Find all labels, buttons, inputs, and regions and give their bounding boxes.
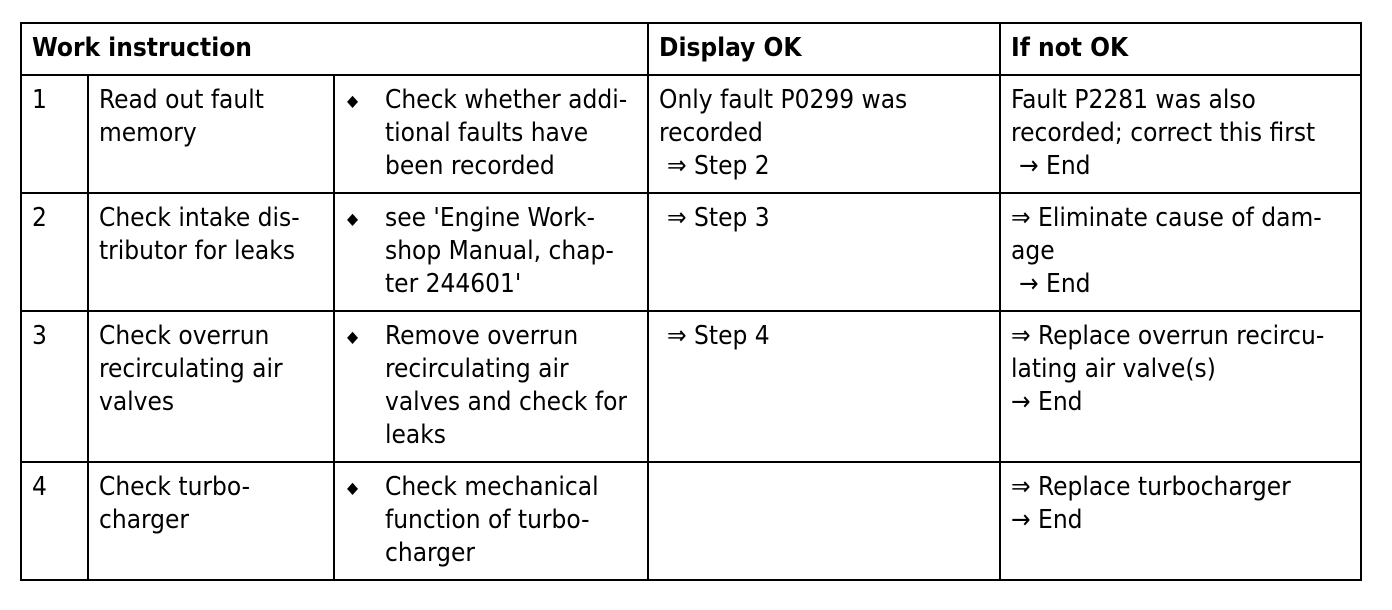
if-not-ok-text: Fault P2281 was also recorded; correct this first: [1011, 85, 1316, 148]
header-work-instruction: Work instruction: [21, 23, 648, 75]
table-row: [21, 75, 1361, 193]
step-detail: [334, 75, 648, 193]
display-ok-text: Only fault P0299 was recorded: [659, 85, 908, 148]
if-not-ok-cell: [1000, 75, 1361, 193]
if-not-ok-next-step: → End: [1019, 269, 1091, 299]
if-not-ok-text: ⇒ Eliminate cause of dam- age: [1011, 203, 1322, 266]
step-action: Check intake dis- tributor for leaks: [88, 193, 334, 311]
step-action: Read out fault memory: [88, 75, 334, 193]
header-if-not-ok: If not OK: [1000, 23, 1361, 75]
step-number: 4: [21, 462, 88, 580]
if-not-ok-text: ⇒ Replace turbocharger: [1011, 472, 1291, 502]
display-ok-next-step: ⇒ Step 4: [667, 321, 770, 351]
work-instruction-table: [20, 22, 1362, 581]
display-ok-cell: [648, 462, 1000, 580]
table-row: [21, 311, 1361, 462]
display-ok-next-step: ⇒ Step 2: [667, 151, 770, 181]
display-ok-cell: [648, 75, 1000, 193]
diamond-bullet-icon: ◆: [347, 209, 359, 228]
step-detail-text: Remove overrun recirculating air valves and check for leaks: [385, 321, 628, 450]
step-number: 3: [21, 311, 88, 462]
step-detail-text: see 'Engine Work- shop Manual, chap- ter 244601': [385, 203, 614, 299]
if-not-ok-text: ⇒ Replace overrun recircu- lating air valve(s): [1011, 321, 1325, 384]
display-ok-cell: [648, 193, 1000, 311]
if-not-ok-cell: [1000, 193, 1361, 311]
work-instruction-sheet: [20, 22, 1360, 581]
display-ok-cell: [648, 311, 1000, 462]
table-row: [21, 193, 1361, 311]
step-action: Check turbo- charger: [88, 462, 334, 580]
step-detail: [334, 311, 648, 462]
header-display-ok: Display OK: [648, 23, 1000, 75]
diamond-bullet-icon: ◆: [347, 91, 359, 110]
diamond-bullet-icon: ◆: [347, 478, 359, 497]
step-number: 1: [21, 75, 88, 193]
display-ok-next-step: ⇒ Step 3: [667, 203, 770, 233]
step-number: 2: [21, 193, 88, 311]
if-not-ok-next-step: → End: [1011, 505, 1083, 535]
step-detail: [334, 462, 648, 580]
table-body: [21, 75, 1361, 580]
step-detail-text: Check mechanical function of turbo- charger: [385, 472, 599, 568]
step-action: Check overrun recirculating air valves: [88, 311, 334, 462]
if-not-ok-next-step: → End: [1011, 387, 1083, 417]
if-not-ok-cell: [1000, 311, 1361, 462]
table-header-row: [21, 23, 1361, 75]
if-not-ok-next-step: → End: [1019, 151, 1091, 181]
diamond-bullet-icon: ◆: [347, 327, 359, 346]
table-row: [21, 462, 1361, 580]
step-detail-text: Check whether addi- tional faults have been recorded: [385, 85, 628, 181]
step-detail: [334, 193, 648, 311]
if-not-ok-cell: [1000, 462, 1361, 580]
